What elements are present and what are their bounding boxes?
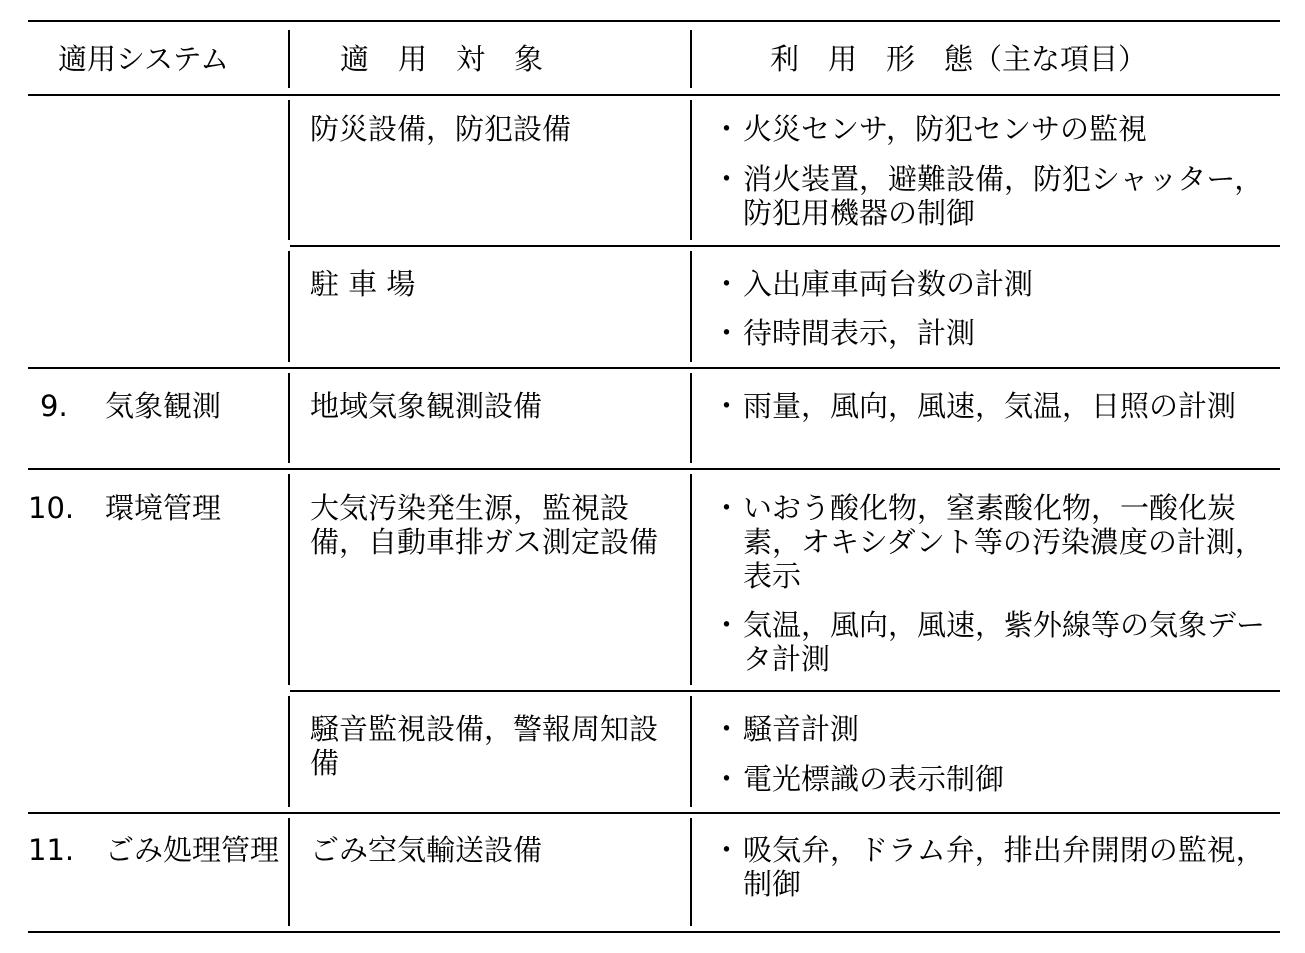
usage-item: 騒音計測: [743, 712, 860, 746]
column-divider: [288, 818, 290, 926]
bullet-mark: ・: [712, 112, 742, 146]
usage-item: 火災センサ，防犯センサの監視: [743, 112, 1147, 146]
column-divider: [288, 696, 290, 807]
column-divider: [690, 30, 692, 88]
row-system: ごみ処理管理: [105, 833, 280, 867]
row-target: 騒音監視設備，警報周知設備: [310, 712, 659, 780]
bullet-mark: ・: [712, 267, 742, 301]
usage-item: 雨量，風向，風速，気温，日照の計測: [743, 389, 1237, 423]
column-divider: [288, 100, 290, 240]
row-target: 大気汚染発生源，監視設備，自動車排ガス測定設備: [310, 491, 659, 559]
row-target: ごみ空気輸送設備: [310, 833, 543, 867]
bullet-mark: ・: [712, 491, 742, 525]
usage-item: 入出庫車両台数の計測: [743, 267, 1034, 301]
column-divider: [288, 373, 290, 463]
column-divider: [288, 474, 290, 685]
usage-item: 待時間表示，計測: [743, 316, 976, 350]
column-divider: [288, 30, 290, 88]
bullet-mark: ・: [712, 712, 742, 746]
table-top-rule: [28, 20, 1280, 22]
header-target: 適 用 対 象: [340, 42, 544, 76]
table-bottom-rule: [28, 931, 1280, 933]
row-divider: [290, 245, 1280, 247]
bullet-mark: ・: [712, 833, 742, 867]
row-divider: [28, 468, 1280, 470]
row-target: 防災設備，防犯設備: [310, 112, 572, 146]
bullet-mark: ・: [712, 389, 742, 423]
row-system-number: 9.: [40, 389, 68, 423]
header-usage: 利 用 形 態（主な項目）: [770, 42, 1148, 76]
column-divider: [690, 818, 692, 926]
row-divider: [28, 367, 1280, 369]
column-divider: [690, 251, 692, 362]
header-bottom-rule: [28, 94, 1280, 96]
bullet-mark: ・: [712, 162, 742, 196]
usage-item: 電光標識の表示制御: [743, 762, 1005, 796]
column-divider: [690, 373, 692, 463]
row-system: 気象観測: [105, 389, 222, 423]
bullet-mark: ・: [712, 316, 742, 350]
bullet-mark: ・: [712, 608, 742, 642]
row-divider: [290, 690, 1280, 692]
column-divider: [288, 251, 290, 362]
column-divider: [690, 474, 692, 685]
row-target: 駐 車 場: [310, 267, 416, 301]
column-divider: [690, 100, 692, 240]
header-system: 適用システム: [58, 42, 230, 76]
row-system-number: 11.: [28, 833, 75, 867]
usage-item: 吸気弁，ドラム弁，排出弁開閉の監視，制御: [743, 833, 1265, 901]
usage-item: 気温，風向，風速，紫外線等の気象データ計測: [743, 608, 1266, 676]
usage-item: いおう酸化物，窒素酸化物，一酸化炭素，オキシダント等の汚染濃度の計測，表示: [743, 491, 1264, 593]
row-target: 地域気象観測設備: [310, 389, 543, 423]
bullet-mark: ・: [712, 762, 742, 796]
row-system-number: 10.: [28, 491, 75, 525]
row-system: 環境管理: [105, 491, 222, 525]
column-divider: [690, 696, 692, 807]
usage-item: 消火装置，避難設備，防犯シャッター，防犯用機器の制御: [743, 162, 1264, 230]
row-divider: [28, 812, 1280, 814]
